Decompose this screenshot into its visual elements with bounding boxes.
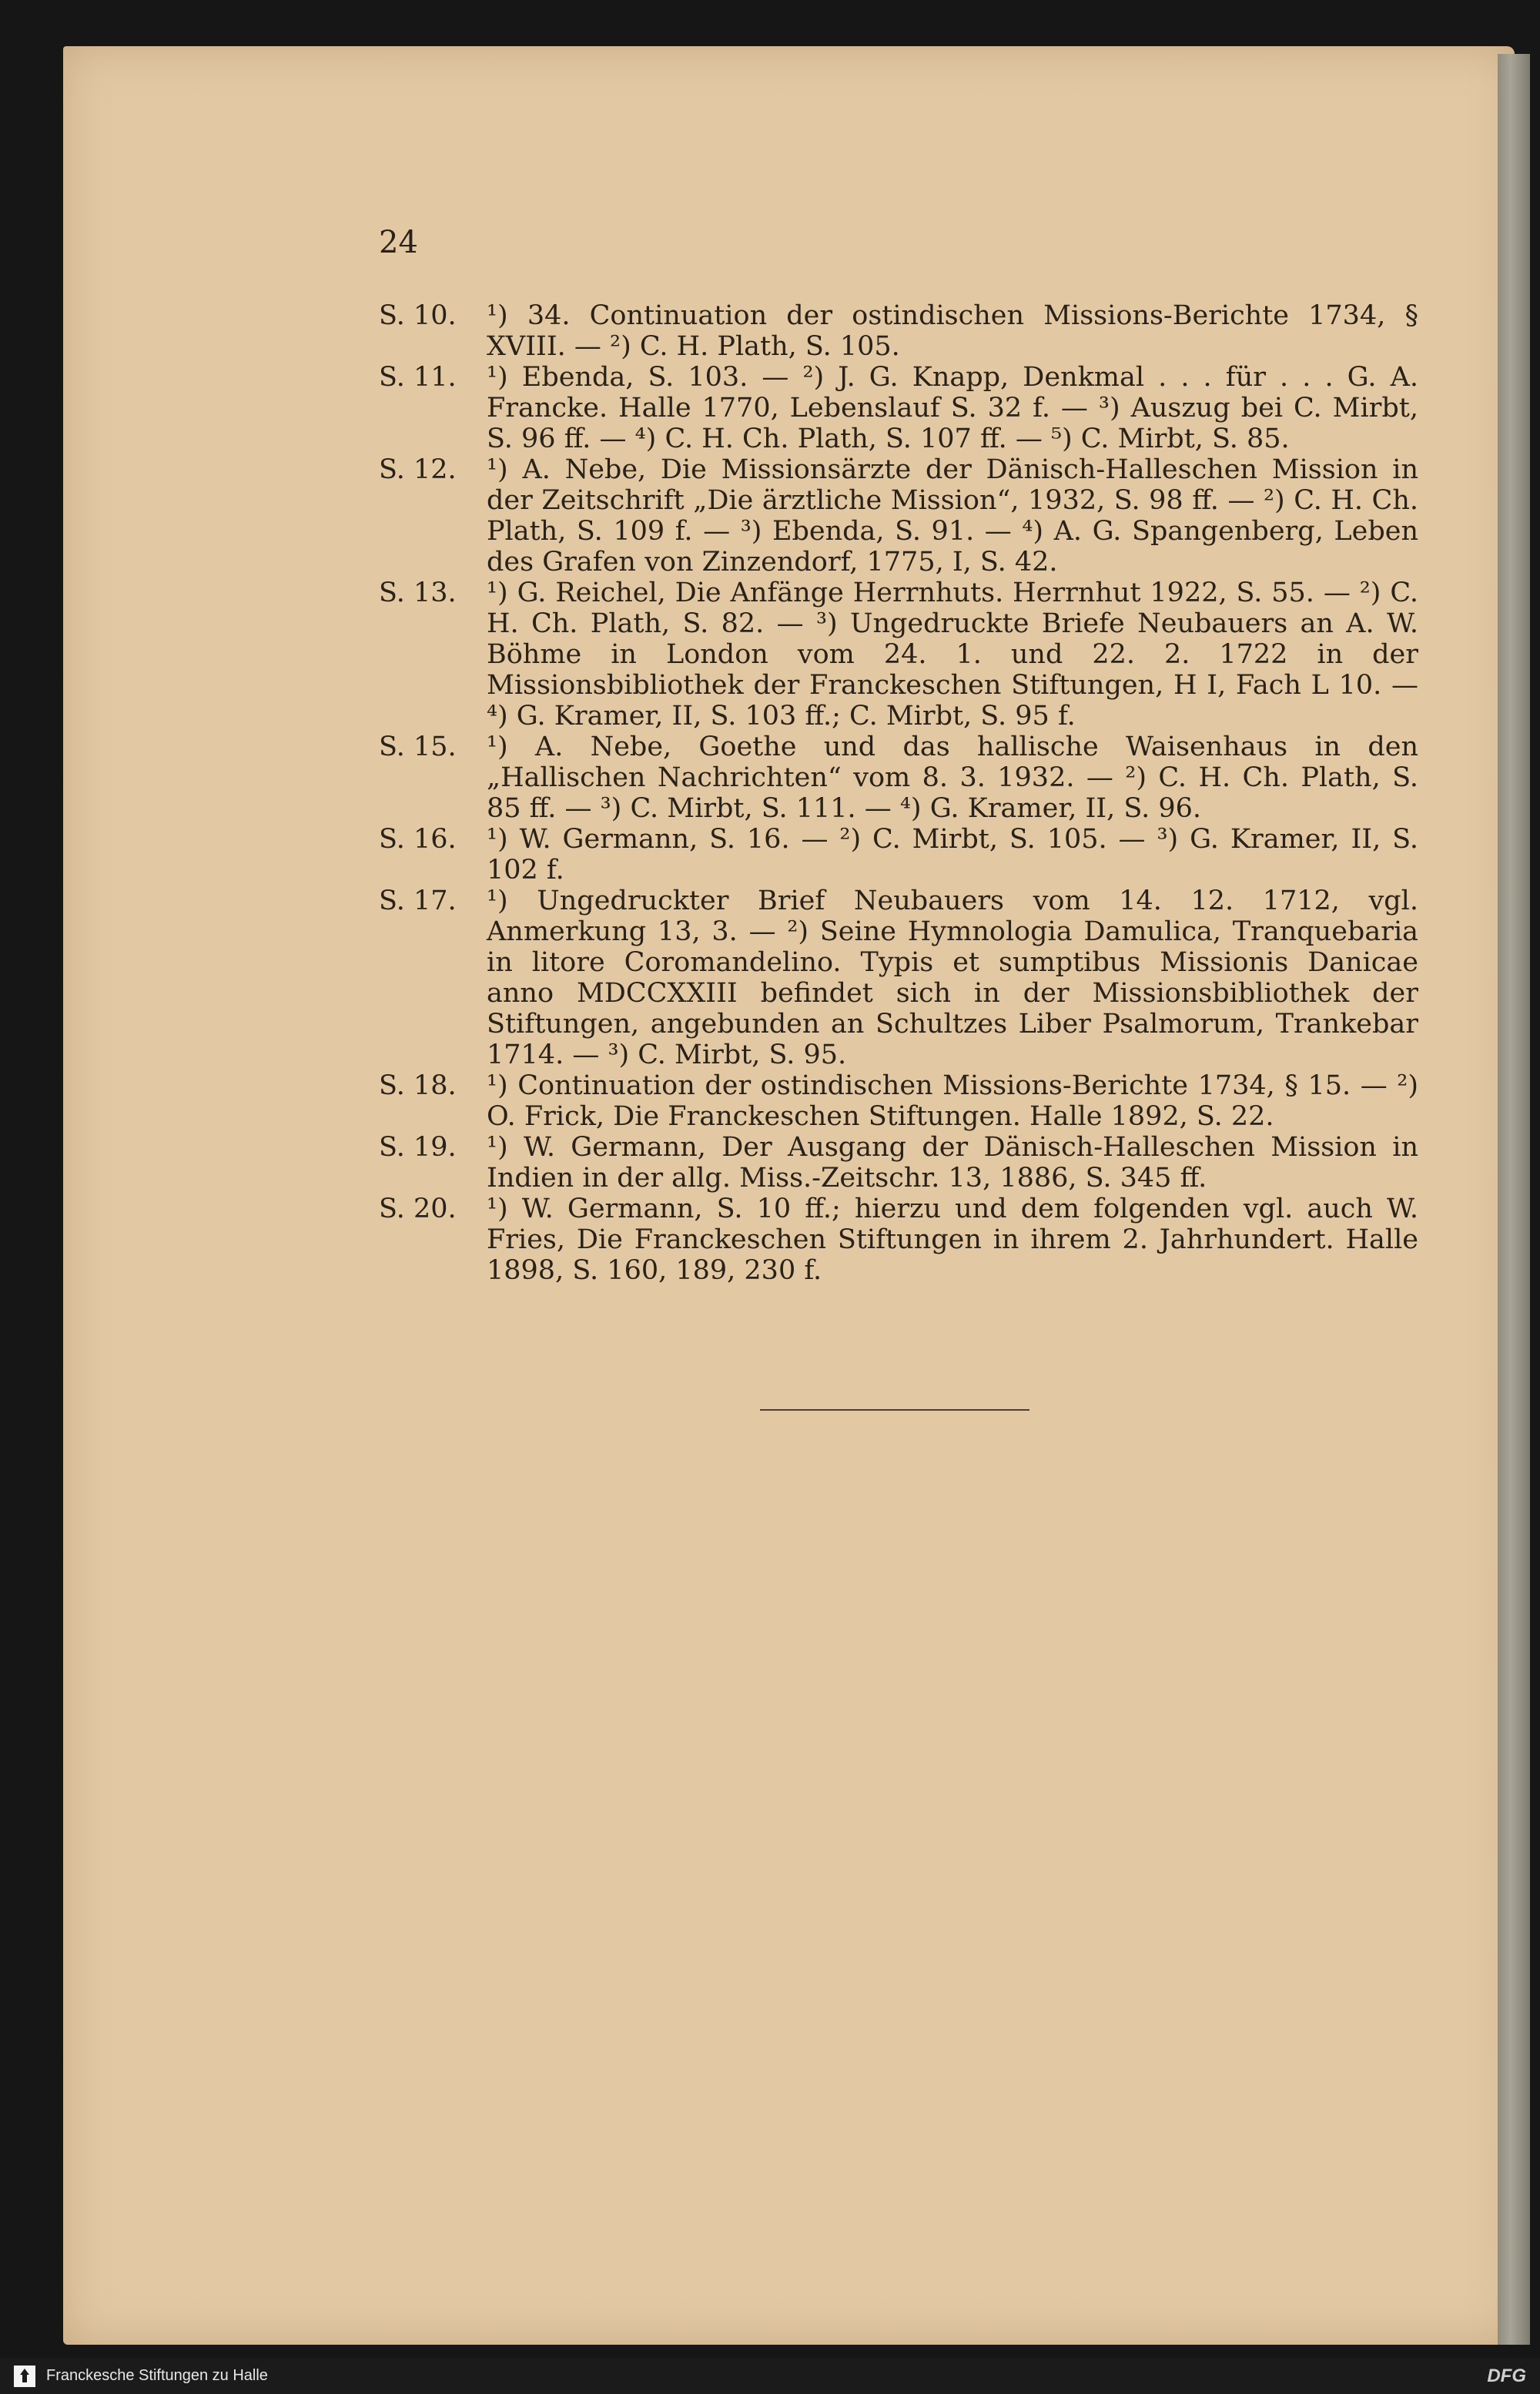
endnote-entry xyxy=(379,1194,1418,1286)
section-divider xyxy=(760,1409,1029,1411)
endnote-entry xyxy=(379,1132,1418,1194)
endnote-page-ref: S. 16. xyxy=(379,824,457,855)
viewer-footer xyxy=(0,2358,1540,2394)
endnote-text: ¹) A. Nebe, Die Missionsärzte der Dänisch-Halleschen Mission in der Zeitschrift „Die ärztliche Mission“, 1932, S. 98 ff. — ²) C. H. Ch. Plath, S. 109 f. — ³) Ebenda, S. 91. — ⁴) A. G. Spangenberg, Leben des Grafen von Zinzendorf, 1775, I, S. 42. xyxy=(487,454,1418,578)
endnote-page-ref: S. 20. xyxy=(379,1194,457,1224)
endnote-entry xyxy=(379,300,1418,362)
endnote-entry xyxy=(379,732,1418,824)
page-number: 24 xyxy=(379,225,418,260)
endnote-page-ref: S. 10. xyxy=(379,300,457,331)
endnote-text: ¹) A. Nebe, Goethe und das hallische Waisenhaus in den „Hallischen Nachrichten“ vom 8. 3. 1932. — ²) C. H. Ch. Plath, S. 85 ff. — ³) C. Mirbt, S. 111. — ⁴) G. Kramer, II, S. 96. xyxy=(487,732,1418,824)
endnote-entry xyxy=(379,454,1418,578)
paper-page xyxy=(63,46,1515,2345)
endnotes-list xyxy=(379,300,1418,1286)
endnote-page-ref: S. 15. xyxy=(379,732,457,762)
endnote-text: ¹) G. Reichel, Die Anfänge Herrnhuts. Herrnhut 1922, S. 55. — ²) C. H. Ch. Plath, S. 82. — ³) Ungedruckte Briefe Neubauers an A. W. Böhme in London vom 24. 1. und 22. 2. 1722 in der Missionsbibliothek der Franckeschen Stiftungen, H I, Fach L 10. — ⁴) G. Kramer, II, S. 103 ff.; C. Mirbt, S. 95 f. xyxy=(487,578,1418,732)
endnote-entry xyxy=(379,824,1418,886)
endnote-entry xyxy=(379,886,1418,1070)
dfg-badge: DFG xyxy=(1487,2366,1526,2386)
endnote-page-ref: S. 11. xyxy=(379,362,457,393)
endnote-text: ¹) Ebenda, S. 103. — ²) J. G. Knapp, Denkmal . . . für . . . G. A. Francke. Halle 1770, Lebenslauf S. 32 f. — ³) Auszug bei C. Mirbt, S. 96 ff. — ⁴) C. H. Ch. Plath, S. 107 ff. — ⁵) C. Mirbt, S. 85. xyxy=(487,362,1418,454)
endnote-text: ¹) Continuation der ostindischen Missions-Berichte 1734, § 15. — ²) O. Frick, Die Franckeschen Stiftungen. Halle 1892, S. 22. xyxy=(487,1070,1418,1132)
endnote-page-ref: S. 18. xyxy=(379,1070,457,1101)
endnote-text: ¹) 34. Continuation der ostindischen Missions-Berichte 1734, § XVIII. — ²) C. H. Plath, S. 105. xyxy=(487,300,1418,362)
endnote-page-ref: S. 17. xyxy=(379,886,457,916)
endnote-text: ¹) W. Germann, S. 10 ff.; hierzu und dem folgenden vgl. auch W. Fries, Die Franckeschen Stiftungen in ihrem 2. Jahrhundert. Halle 1898, S. 160, 189, 230 f. xyxy=(487,1194,1418,1286)
institution-logo-icon xyxy=(14,2366,35,2387)
endnote-text: ¹) W. Germann, S. 16. — ²) C. Mirbt, S. 105. — ³) G. Kramer, II, S. 102 f. xyxy=(487,824,1418,886)
endnote-page-ref: S. 19. xyxy=(379,1132,457,1163)
endnote-page-ref: S. 12. xyxy=(379,454,457,485)
book-spine-edge xyxy=(1498,54,1530,2345)
footer-institution-name: Franckesche Stiftungen zu Halle xyxy=(46,2367,268,2384)
endnote-page-ref: S. 13. xyxy=(379,578,457,608)
endnote-entry xyxy=(379,362,1418,454)
endnote-text: ¹) W. Germann, Der Ausgang der Dänisch-Halleschen Mission in Indien in der allg. Miss.-Zeitschr. 13, 1886, S. 345 ff. xyxy=(487,1132,1418,1194)
endnote-entry xyxy=(379,1070,1418,1132)
endnote-entry xyxy=(379,578,1418,732)
endnote-text: ¹) Ungedruckter Brief Neubauers vom 14. 12. 1712, vgl. Anmerkung 13, 3. — ²) Seine Hymnologia Damulica, Tranquebaria in litore Coromandelino. Typis et sumptibus Missionis Danicae anno MDCCXXIII befindet sich in der Missionsbibliothek der Stiftungen, angebunden an Schultzes Liber Psalmorum, Trankebar 1714. — ³) C. Mirbt, S. 95. xyxy=(487,886,1418,1070)
